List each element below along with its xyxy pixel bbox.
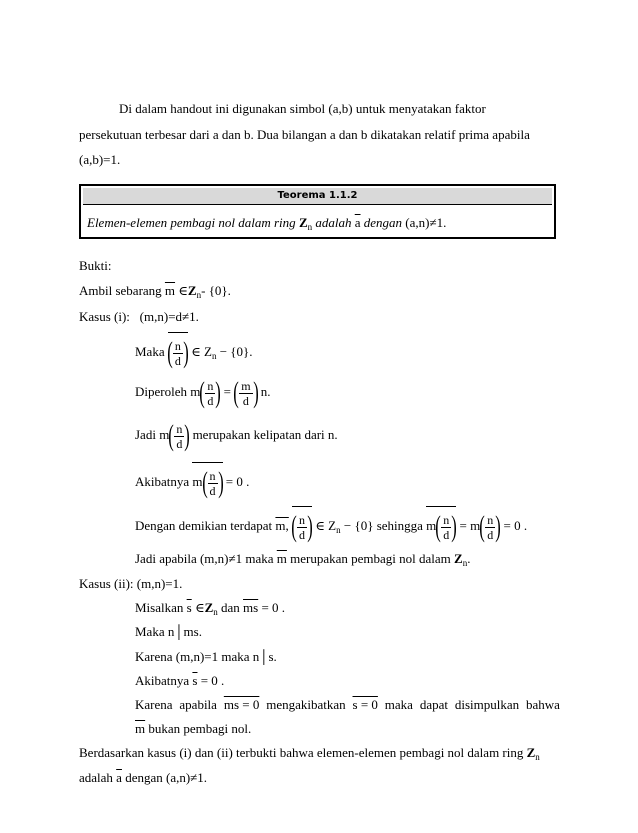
diperoleh-line: Diperoleh m( $\frac{n}{d}$ ) = ( $\frac{m}{d}$ ) n.: [135, 376, 271, 410]
akibatnya-s-line: Akibatnya $\overline{s} = 0$ .: [135, 673, 225, 688]
theorem-statement: Elemen-elemen pembagi nol dalam ring $Z_n$ adalah $\overline{a}$ dengan (a,n)≠1.: [87, 215, 447, 232]
intro-line-2: persekutuan terbesar dari a dan b. Dua bilangan a dan b dikatakan relatif prima apabila: [79, 127, 530, 142]
intro-line-1: Di dalam handout ini digunakan simbol (a,b) untuk menyatakan faktor: [119, 101, 486, 116]
conclusion-line-2: adalah $\overline{a}$ dengan (a,n)≠1.: [79, 770, 208, 785]
maka-line: Maka ( $\frac{n}{d}$ ) ∈ $Z_n - \{0\}$.: [135, 332, 253, 373]
akibatnya-line: Akibatnya m( $\frac{n}{d}$ ) = 0 .: [135, 462, 249, 499]
jadi-apabila-line: Jadi apabila (m,n)≠1 maka $\overline{m}$ merupakan pembagi nol dalam $Z_n$.: [135, 551, 471, 568]
karena-apabila-line: Karena apabila ms = 0 mengakibatkan s = 0 maka dapat disimpulkan bahwa: [135, 697, 560, 712]
theorem-title: Teorema 1.1.2: [83, 188, 552, 205]
intro-line-3: (a,b)=1.: [79, 152, 121, 167]
bukan-pembagi-line: $\overline{m}$ bukan pembagi nol.: [135, 721, 252, 736]
kasus-1-line: Kasus (i): (m,n)=d≠1.: [79, 309, 199, 324]
maka-n-divides-ms-line: Maka n│ms.: [135, 624, 202, 639]
proof-heading: Bukti:: [79, 258, 112, 273]
conclusion-line-1: Berdasarkan kasus (i) dan (ii) terbukti bahwa elemen-elemen pembagi nol dalam ring $Z_n$: [79, 745, 540, 762]
misalkan-line: Misalkan $\overline{s}$ $\in Z_n$ dan $\overline{ms} = 0$ .: [135, 600, 286, 617]
jadi-line: Jadi m( $\frac{n}{d}$ ) merupakan kelipatan dari n.: [135, 419, 338, 453]
theorem-box: [79, 184, 556, 239]
dengan-demikian-line: Dengan demikian terdapat m, ( $\frac{n}{d}$ ) ∈ $Z_n - \{0\}$ sehingga m( $\frac{n}{d}$ ) = m( $\frac{n}{d}$ ) = 0 .: [135, 506, 527, 547]
kasus-2-line: Kasus (ii): (m,n)=1.: [79, 576, 183, 591]
ambil-line: Ambil sebarang $\overline{m}$ $\in Z_n-$ {0}.: [79, 283, 231, 300]
karena-line: Karena (m,n)=1 maka n│s.: [135, 649, 277, 664]
